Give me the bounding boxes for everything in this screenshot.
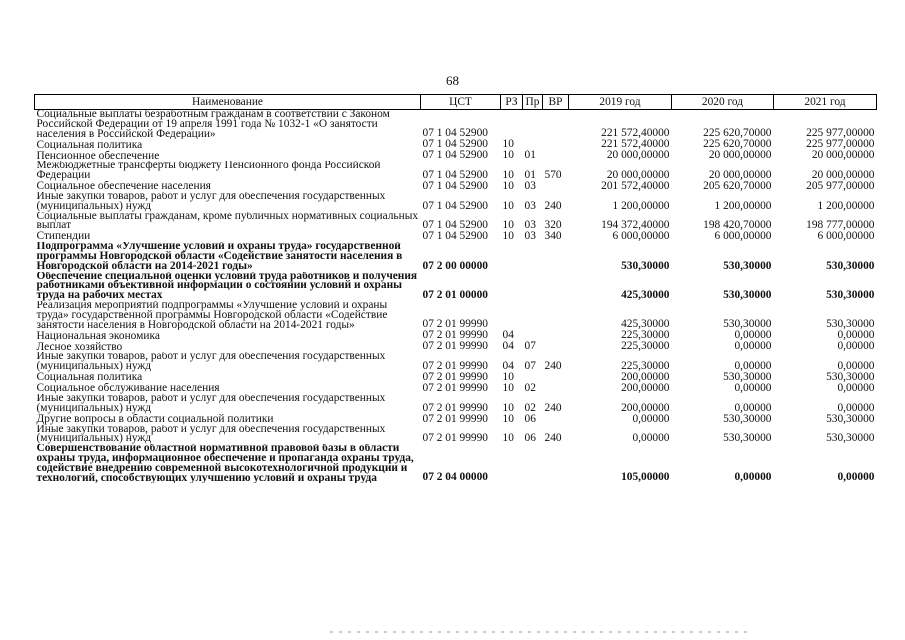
row-amount-2019: 221 572,40000 <box>601 139 670 151</box>
row-amount-2019: 194 372,40000 <box>601 219 670 232</box>
row-name: Иные закупки товаров, работ и услуг для обеспечения государственных (муниципальных) нужд <box>36 424 386 445</box>
row-amount-2019: 225,30000 <box>621 359 670 372</box>
row-name: Обеспечение специальной оценки условий труда работников и получения работниками объективной информации о состоянии условий и охраны труда на рабочих местах <box>36 271 418 301</box>
row-rz: 10 <box>502 180 514 192</box>
row-vr: 340 <box>544 231 562 243</box>
row-cst: 07 2 01 99990 <box>422 318 488 331</box>
header-vr: ВР <box>543 95 569 110</box>
row-cst: 07 2 01 00000 <box>422 288 488 301</box>
row-vr <box>543 272 569 301</box>
row-vr <box>543 181 569 192</box>
table-row <box>35 394 877 414</box>
row-amount-2019: 530,30000 <box>621 259 670 272</box>
table-row <box>35 330 877 341</box>
row-amount-2019: 225,30000 <box>621 341 670 353</box>
row-rz: 10 <box>502 150 514 162</box>
row-pr: 03 <box>524 199 536 212</box>
row-vr: 240 <box>544 401 562 414</box>
row-pr: 06 <box>524 413 536 425</box>
row-vr <box>543 383 569 394</box>
row-name: Социальные выплаты гражданам, кроме публичных нормативных социальных выплат <box>36 211 419 232</box>
row-amount-2019: 201 572,40000 <box>601 180 670 192</box>
row-name: Пенсионное обеспечение <box>36 150 160 162</box>
row-pr <box>523 372 543 383</box>
row-cst: 07 1 04 52900 <box>422 139 488 151</box>
row-pr: 07 <box>524 341 536 353</box>
row-rz: 04 <box>502 330 514 342</box>
row-pr: 02 <box>524 382 536 394</box>
row-rz <box>501 110 523 140</box>
row-amount-2020: 530,30000 <box>723 288 772 301</box>
row-amount-2021: 225 977,00000 <box>806 127 875 140</box>
header-cst: ЦСТ <box>421 95 501 110</box>
row-cst: 07 2 01 99990 <box>422 382 488 394</box>
row-amount-2019: 0,00000 <box>632 413 670 425</box>
row-rz <box>501 272 523 301</box>
row-amount-2019: 20 000,00000 <box>606 168 670 181</box>
row-amount-2019: 425,30000 <box>621 318 670 331</box>
row-rz <box>501 301 523 330</box>
row-name: Социальная политика <box>36 371 143 383</box>
row-rz: 10 <box>502 432 514 445</box>
row-pr <box>523 110 543 140</box>
row-vr: 240 <box>544 432 562 445</box>
row-name: Социальная политика <box>36 139 143 151</box>
table-row <box>35 161 877 181</box>
row-name: Реализация мероприятий подпрограммы «Улучшение условий и охраны труда» государственной программы Новгородской области «Содействие занятости населения в Новгородской области на 2014-2021 годы» <box>36 300 388 331</box>
table-row <box>35 372 877 383</box>
row-rz: 10 <box>502 371 514 383</box>
row-amount-2019: 221 572,40000 <box>601 127 670 140</box>
row-pr: 03 <box>524 231 536 243</box>
row-vr: 320 <box>544 219 562 232</box>
scan-artifact <box>330 631 750 633</box>
row-amount-2021: 1 200,00000 <box>817 199 875 212</box>
row-pr <box>523 242 543 271</box>
table-row <box>35 242 877 271</box>
row-amount-2020: 0,00000 <box>734 341 772 353</box>
row-vr: 240 <box>544 199 562 212</box>
row-amount-2019: 425,30000 <box>621 288 670 301</box>
row-cst: 07 2 04 00000 <box>422 471 488 484</box>
row-name: Другие вопросы в области социальной политики <box>36 413 274 425</box>
header-row <box>35 95 877 110</box>
row-amount-2021: 530,30000 <box>826 288 875 301</box>
row-pr: 06 <box>524 432 536 445</box>
row-cst: 07 2 00 00000 <box>422 259 488 272</box>
row-cst: 07 1 04 52900 <box>422 150 488 162</box>
row-amount-2021: 530,30000 <box>826 432 875 445</box>
row-amount-2021: 225 977,00000 <box>806 139 875 151</box>
row-vr <box>543 110 569 140</box>
row-amount-2021: 0,00000 <box>837 471 875 484</box>
row-amount-2021: 0,00000 <box>837 330 875 342</box>
row-amount-2021: 205 977,00000 <box>806 180 875 192</box>
row-pr <box>523 301 543 330</box>
row-cst: 07 1 04 52900 <box>422 219 488 232</box>
table-row <box>35 352 877 372</box>
row-cst: 07 2 01 99990 <box>422 330 488 342</box>
row-rz: 10 <box>502 219 514 232</box>
row-amount-2021: 0,00000 <box>837 359 875 372</box>
row-pr: 01 <box>524 150 536 162</box>
row-vr <box>543 301 569 330</box>
row-vr <box>543 242 569 271</box>
table-row <box>35 444 877 483</box>
header-2019: 2019 год <box>569 95 672 110</box>
row-pr <box>523 139 543 150</box>
row-pr: 01 <box>524 168 536 181</box>
row-amount-2020: 530,30000 <box>723 259 772 272</box>
row-amount-2021: 0,00000 <box>837 382 875 394</box>
header-2021: 2021 год <box>774 95 877 110</box>
row-amount-2019: 200,00000 <box>621 382 670 394</box>
header-rz: РЗ <box>501 95 523 110</box>
row-vr <box>543 372 569 383</box>
row-rz: 10 <box>502 231 514 243</box>
row-rz: 10 <box>502 168 514 181</box>
row-pr <box>523 272 543 301</box>
row-name: Иные закупки товаров, работ и услуг для обеспечения государственных (муниципальных) нужд <box>36 393 386 414</box>
row-cst: 07 1 04 52900 <box>422 168 488 181</box>
table-row <box>35 425 877 445</box>
table-row <box>35 181 877 192</box>
header-name: Наименование <box>35 95 421 110</box>
header-pr: Пр <box>523 95 543 110</box>
row-amount-2020: 530,30000 <box>723 318 772 331</box>
row-rz: 04 <box>502 359 514 372</box>
row-amount-2021: 530,30000 <box>826 318 875 331</box>
table-row <box>35 110 877 140</box>
row-amount-2020: 0,00000 <box>734 471 772 484</box>
row-name: Социальные выплаты безработным гражданам в соответствии с Законом Российской Федерации от 19 апреля 1991 года № 1032-1 «О занятости населения в Российской Федерации» <box>36 109 390 140</box>
table-body <box>35 110 877 484</box>
row-amount-2020: 0,00000 <box>734 359 772 372</box>
row-amount-2020: 20 000,00000 <box>708 150 772 162</box>
row-cst: 07 2 01 99990 <box>422 401 488 414</box>
row-amount-2021: 198 777,00000 <box>806 219 875 232</box>
row-rz <box>501 444 523 483</box>
page-number: 68 <box>446 73 459 88</box>
row-amount-2020: 6 000,00000 <box>714 231 772 243</box>
row-cst: 07 2 01 99990 <box>422 432 488 445</box>
table-row <box>35 301 877 330</box>
row-amount-2021: 20 000,00000 <box>811 168 875 181</box>
row-cst: 07 1 04 52900 <box>422 199 488 212</box>
row-vr <box>543 444 569 483</box>
row-amount-2020: 225 620,70000 <box>703 139 772 151</box>
row-cst: 07 1 04 52900 <box>422 127 488 140</box>
table-row <box>35 150 877 161</box>
row-name: Стипендии <box>36 231 91 243</box>
row-pr <box>523 330 543 341</box>
row-name: Социальное обеспечение населения <box>36 180 211 192</box>
row-pr <box>523 444 543 483</box>
row-amount-2021: 0,00000 <box>837 341 875 353</box>
row-rz: 10 <box>502 413 514 425</box>
row-name: Межбюджетные трансферты бюджету Пенсионного фонда Российской Федерации <box>36 161 381 181</box>
row-amount-2020: 530,30000 <box>723 413 772 425</box>
table-row <box>35 212 877 232</box>
row-amount-2019: 200,00000 <box>621 401 670 414</box>
row-amount-2019: 225,30000 <box>621 330 670 342</box>
row-rz: 10 <box>502 199 514 212</box>
budget-table <box>34 94 877 483</box>
table-row <box>35 231 877 242</box>
row-vr <box>543 414 569 425</box>
row-cst: 07 2 01 99990 <box>422 371 488 383</box>
row-amount-2019: 1 200,00000 <box>612 199 670 212</box>
row-amount-2021: 530,30000 <box>826 413 875 425</box>
row-cst: 07 1 04 52900 <box>422 180 488 192</box>
row-pr: 03 <box>524 219 536 232</box>
row-rz <box>501 242 523 271</box>
row-amount-2019: 20 000,00000 <box>606 150 670 162</box>
row-pr: 02 <box>524 401 536 414</box>
row-amount-2020: 1 200,00000 <box>714 199 772 212</box>
header-2020: 2020 год <box>672 95 774 110</box>
row-name: Подпрограмма «Улучшение условий и охраны труда» государственной программы Новгородской области «Содействие занятости населения в Новгородской области на 2014-2021 годы» <box>36 242 403 272</box>
row-amount-2020: 198 420,70000 <box>703 219 772 232</box>
row-vr <box>543 341 569 352</box>
row-pr: 03 <box>524 180 536 192</box>
table-row <box>35 383 877 394</box>
row-vr <box>543 139 569 150</box>
row-amount-2019: 200,00000 <box>621 371 670 383</box>
row-amount-2020: 530,30000 <box>723 432 772 445</box>
row-name: Иные закупки товаров, работ и услуг для обеспечения государственных (муниципальных) нужд <box>36 352 386 372</box>
row-name: Национальная экономика <box>36 330 160 342</box>
row-amount-2019: 105,00000 <box>621 471 670 484</box>
row-rz: 04 <box>502 341 514 353</box>
table-row <box>35 192 877 212</box>
row-vr: 570 <box>544 168 562 181</box>
row-amount-2020: 225 620,70000 <box>703 127 772 140</box>
row-amount-2020: 0,00000 <box>734 401 772 414</box>
row-rz: 10 <box>502 382 514 394</box>
table-row <box>35 272 877 301</box>
table-row <box>35 139 877 150</box>
row-amount-2020: 0,00000 <box>734 382 772 394</box>
row-name: Социальное обслуживание населения <box>36 382 220 394</box>
row-vr <box>543 330 569 341</box>
table-row <box>35 414 877 425</box>
row-rz: 10 <box>502 139 514 151</box>
row-amount-2021: 0,00000 <box>837 401 875 414</box>
row-amount-2021: 530,30000 <box>826 259 875 272</box>
row-amount-2020: 20 000,00000 <box>708 168 772 181</box>
row-cst: 07 1 04 52900 <box>422 231 488 243</box>
row-amount-2020: 530,30000 <box>723 371 772 383</box>
row-vr: 240 <box>544 359 562 372</box>
row-name: Совершенствование областной нормативной правовой базы в области охраны труда, информационное обеспечение и пропаганда охраны труда, содействие внедрению современной высокотехнологичной продукции и технологий, способствующих улучшению условий и охраны труда <box>36 444 414 484</box>
row-cst: 07 2 01 99990 <box>422 359 488 372</box>
row-amount-2020: 0,00000 <box>734 330 772 342</box>
row-amount-2019: 6 000,00000 <box>612 231 670 243</box>
row-name: Иные закупки товаров, работ и услуг для обеспечения государственных (муниципальных) нужд <box>36 191 386 212</box>
row-amount-2021: 20 000,00000 <box>811 150 875 162</box>
row-cst: 07 2 01 99990 <box>422 341 488 353</box>
row-name: Лесное хозяйство <box>36 341 123 353</box>
table-row <box>35 341 877 352</box>
row-pr: 07 <box>524 359 536 372</box>
row-amount-2020: 205 620,70000 <box>703 180 772 192</box>
row-amount-2019: 0,00000 <box>632 432 670 445</box>
row-amount-2021: 6 000,00000 <box>817 231 875 243</box>
table-header <box>35 95 877 110</box>
row-cst: 07 2 01 99990 <box>422 413 488 425</box>
row-amount-2021: 530,30000 <box>826 371 875 383</box>
row-vr <box>543 150 569 161</box>
row-rz: 10 <box>502 401 514 414</box>
